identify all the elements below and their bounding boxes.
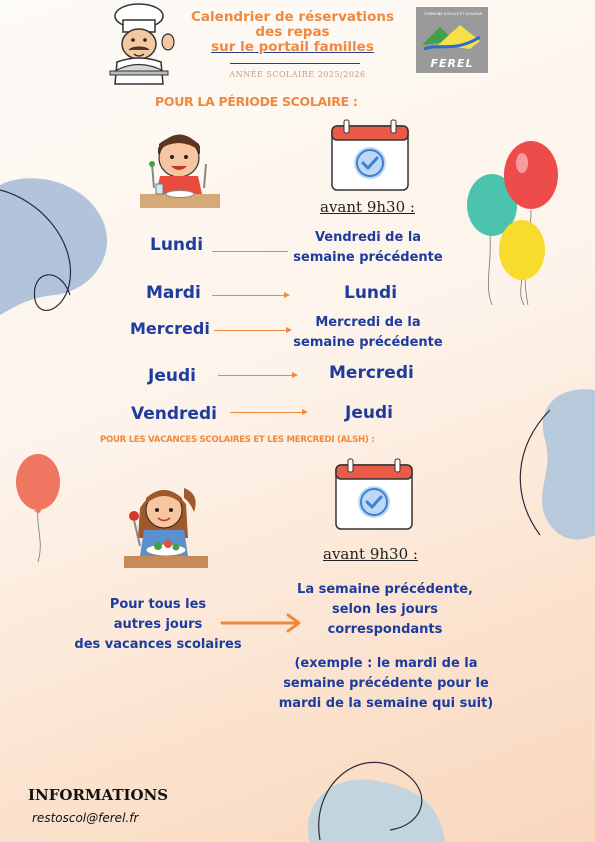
arrowhead-jeudi	[292, 372, 298, 378]
chef-icon	[105, 2, 180, 87]
holiday-deadline: avant 9h30 :	[323, 545, 418, 563]
school-year: ANNÉE SCOLAIRE 2025/2026	[229, 70, 366, 79]
decor-blob-left	[0, 170, 120, 320]
calendar-check-icon-2	[334, 457, 414, 531]
arrow-mercredi	[214, 330, 286, 331]
page-title	[175, 10, 410, 55]
deadline-mercredi-line2: semaine précédente	[293, 335, 443, 350]
holidays-right-text	[290, 580, 480, 640]
arrow-vendredi	[230, 412, 302, 413]
day-vendredi: Vendredi	[131, 404, 217, 424]
balloon-icon	[14, 452, 64, 562]
day-lundi: Lundi	[150, 235, 204, 255]
example-line3: mardi de la semaine qui suit)	[278, 696, 494, 711]
title-divider	[230, 63, 360, 64]
deadline-mercredi	[288, 313, 448, 353]
boy-eating-icon	[138, 122, 222, 210]
holidays-heading: POUR LES VACANCES SCOLAIRES ET LES MERCREDI (ALSH) :	[100, 435, 375, 445]
deadline-mardi: Lundi	[344, 283, 398, 303]
logo-text: FEREL	[430, 57, 474, 70]
balloons-icon	[462, 135, 562, 305]
left-line2: autres jours	[113, 617, 203, 632]
title-line3: sur le portail familles	[211, 39, 374, 55]
example-line2: semaine précédente pour le	[283, 676, 489, 691]
holidays-example-text	[278, 654, 494, 714]
logo-small-text: COMMUNE D'ÉCOLE ET D'AVENIR	[423, 12, 483, 16]
arrowhead-mardi	[284, 292, 290, 298]
deadline-mercredi-line1: Mercredi de la	[315, 315, 421, 330]
arrow-mardi	[212, 295, 284, 296]
decor-blob-right	[505, 385, 595, 545]
day-mercredi: Mercredi	[130, 319, 210, 338]
arrow-lundi	[212, 251, 288, 252]
ferel-logo	[416, 7, 488, 73]
arrowhead-vendredi	[302, 409, 308, 415]
deadline-jeudi: Mercredi	[329, 363, 414, 383]
school-period-heading: POUR LA PÉRIODE SCOLAIRE :	[155, 94, 358, 109]
school-deadline: avant 9h30 :	[320, 198, 415, 216]
right-line2: selon les jours	[331, 602, 439, 617]
right-line3: correspondants	[327, 622, 443, 637]
decor-blob-bottom	[300, 745, 450, 842]
deadline-lundi-line1: Vendredi de la	[314, 230, 422, 245]
left-line3: des vacances scolaires	[74, 637, 242, 652]
example-line1: (exemple : le mardi de la	[294, 656, 478, 671]
title-line2: des repas	[255, 24, 330, 40]
deadline-lundi	[288, 228, 448, 268]
deadline-vendredi: Jeudi	[345, 403, 393, 423]
logo-wave-icon	[420, 23, 484, 57]
email-link[interactable]: restoscol@ferel.fr	[32, 811, 139, 825]
title-line1: Calendrier de réservations	[191, 9, 394, 25]
calendar-check-icon	[330, 118, 410, 192]
left-line1: Pour tous les	[109, 597, 207, 612]
deadline-lundi-line2: semaine précédente	[293, 250, 443, 265]
day-jeudi: Jeudi	[148, 366, 196, 386]
info-heading: INFORMATIONS	[28, 786, 169, 804]
arrow-jeudi	[218, 375, 292, 376]
right-line1: La semaine précédente,	[297, 582, 473, 597]
day-mardi: Mardi	[146, 283, 201, 303]
girl-eating-icon	[122, 474, 208, 570]
